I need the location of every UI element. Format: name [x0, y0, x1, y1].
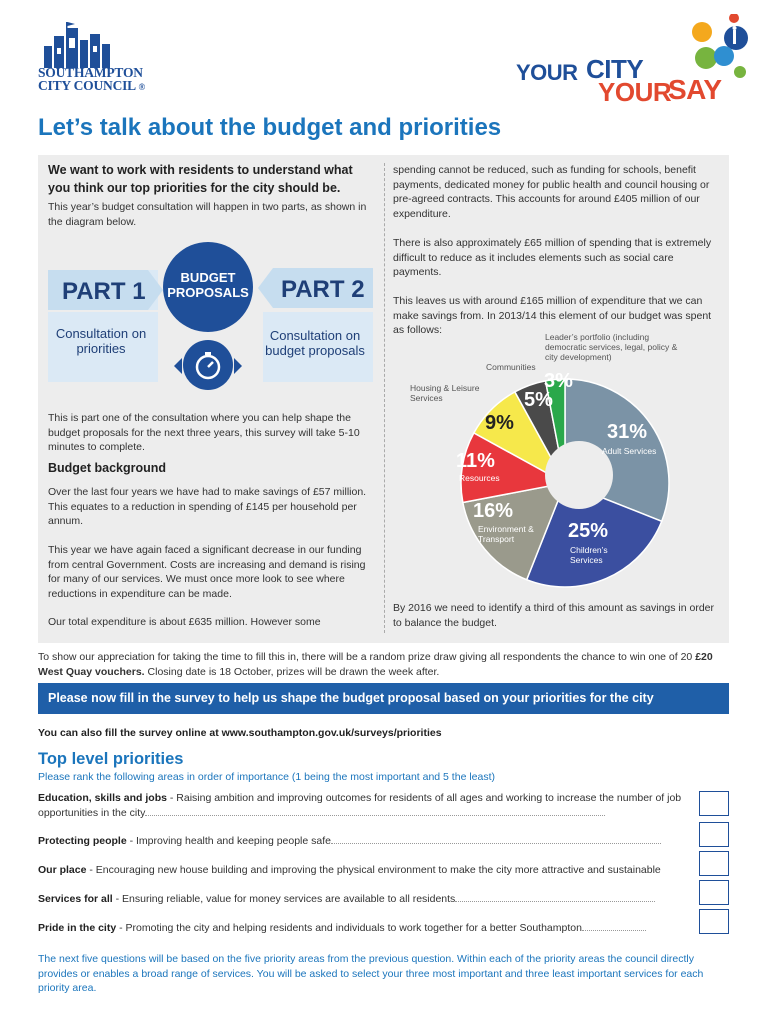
slice-label-leader: Leader’s portfolio (including democratic services, legal, policy & city development) — [545, 332, 678, 362]
fill-survey-banner: Please now fill in the survey to help us shape the budget proposal based on your priorities for the city — [38, 683, 729, 714]
slice-pct-leader: 3% — [544, 370, 573, 392]
slice-pct-housing: 9% — [485, 412, 514, 434]
rank-instruction: Please rank the following areas in order of importance (1 being the most important and 5 the least) — [38, 771, 496, 783]
part1-caption: Consultation on priorities — [55, 326, 147, 356]
slice-label-environment: Environment & Transport — [478, 524, 534, 544]
slogan-city: CITY — [586, 54, 644, 84]
right-paragraph-1: spending cannot be reduced, such as funding for schools, benefit payments, dedicated money for public health and council housing or pre-agreed contracts. This accounts for around £405 million of our expenditure. — [393, 164, 710, 220]
budget-background-p3: Our total expenditure is about £635 million. However some — [48, 616, 321, 628]
slice-label-adult: Adult Services — [602, 446, 657, 456]
priority-our-place: Our place - Encouraging new house building and improving the physical environment to make the city more attractive and sustainable — [38, 864, 661, 876]
column-divider — [384, 163, 385, 633]
budget-proposals-circle — [163, 242, 253, 332]
part2-caption: Consultation on budget proposals — [265, 328, 365, 358]
survey-paragraph: This is part one of the consultation where you can help shape the budget proposals for the next three years, this survey will take 5-10 minutes to complete. — [48, 412, 360, 453]
rank-input-protecting[interactable] — [699, 822, 729, 847]
stopwatch-circle — [183, 340, 233, 390]
slice-label-communities: Communities — [486, 362, 536, 372]
top-priorities-title: Top level priorities — [38, 750, 184, 768]
prize-draw-text: To show our appreciation for taking the time to fill this in, there will be a random prize draw giving all respondents the chance to win one of 20 £20 West Quay vouchers. Closing date is 18 October, prizes will be drawn the week after. — [38, 651, 713, 678]
slice-pct-environment: 16% — [473, 500, 514, 522]
budget-background-p1: Over the last four years we have had to make savings of £57 million. This equates to a reduction in spending of £145 per household per annum. — [48, 486, 367, 527]
slice-label-housing: Housing & Leisure Services — [410, 383, 480, 403]
slogan-your-2: YOUR — [598, 77, 672, 107]
your-city-your-say-logo — [516, 14, 756, 109]
slogan-your: YOUR — [516, 60, 578, 85]
slice-pct-communities: 5% — [524, 389, 553, 411]
right-paragraph-4: By 2016 we need to identify a third of this amount as savings in order to balance the budget. — [393, 602, 715, 629]
rank-input-pride[interactable] — [699, 909, 729, 934]
slogan-say: SAY — [668, 74, 722, 105]
page-title: Let’s talk about the budget and priorities — [38, 114, 502, 141]
part1-label: PART 1 — [62, 278, 146, 305]
right-paragraph-3: This leaves us with around £165 million of expenditure that we can make savings from. In 2013/14 this element of our budget was spent as follows: — [393, 295, 712, 336]
stopwatch-icon — [183, 340, 233, 390]
slice-label-resources: Resources — [459, 473, 500, 483]
council-name — [38, 66, 145, 94]
lead-paragraph: We want to work with residents to understand what you think our top priorities for the city should be. — [48, 163, 353, 195]
priority-pride: Pride in the city - Promoting the city and helping residents and individuals to work together for a better Southampton — [38, 921, 698, 936]
proposals-label: PROPOSALS — [167, 285, 249, 300]
slice-label-children: Children’s Services — [570, 545, 608, 565]
rank-input-education[interactable] — [699, 791, 729, 816]
prize-highlight: £20 West Quay vouchers. — [38, 651, 713, 678]
next-questions-note: The next five questions will be based on the five priority areas from the previous question. Within each of the priority areas the council directly provides or enables a broad range of services. You will be asked to select your three most important and three least important services for each priority area. — [38, 953, 704, 994]
budget-background-heading: Budget background — [48, 461, 167, 475]
right-paragraph-2: There is also approximately £65 million of spending that is extremely difficult to reduce as it includes elements such as social care payments. — [393, 237, 712, 278]
rank-input-our-place[interactable] — [699, 851, 729, 876]
budget-background-p2: This year we have again faced a significant decrease in our funding from central Government. Costs are increasing and demand is rising for many of our services. We must once more look to see where reductions in expenditure can be made. — [48, 544, 366, 600]
priority-education: Education, skills and jobs - Raising ambition and improving outcomes for residents of all ages and working to increase the number of job opportunities in the city — [38, 792, 682, 819]
slice-pct-adult: 31% — [607, 421, 648, 443]
council-name-line2: CITY COUNCIL ® — [38, 78, 145, 93]
intro-paragraph: This year’s budget consultation will happen in two parts, as shown in the diagram below. — [48, 201, 367, 228]
council-name-line1: SOUTHAMPTON — [38, 65, 143, 80]
budget-label: BUDGET — [180, 270, 236, 285]
slice-pct-resources: 11% — [456, 450, 495, 472]
priority-protecting: Protecting people - Improving health and keeping people safe — [38, 834, 698, 849]
priority-services: Services for all - Ensuring reliable, value for money services are available to all residents — [38, 892, 698, 907]
rank-input-services[interactable] — [699, 880, 729, 905]
online-survey-link[interactable]: You can also fill the survey online at www.southampton.gov.uk/surveys/priorities — [38, 727, 442, 739]
slice-pct-children: 25% — [568, 520, 609, 542]
part2-label: PART 2 — [281, 276, 365, 303]
